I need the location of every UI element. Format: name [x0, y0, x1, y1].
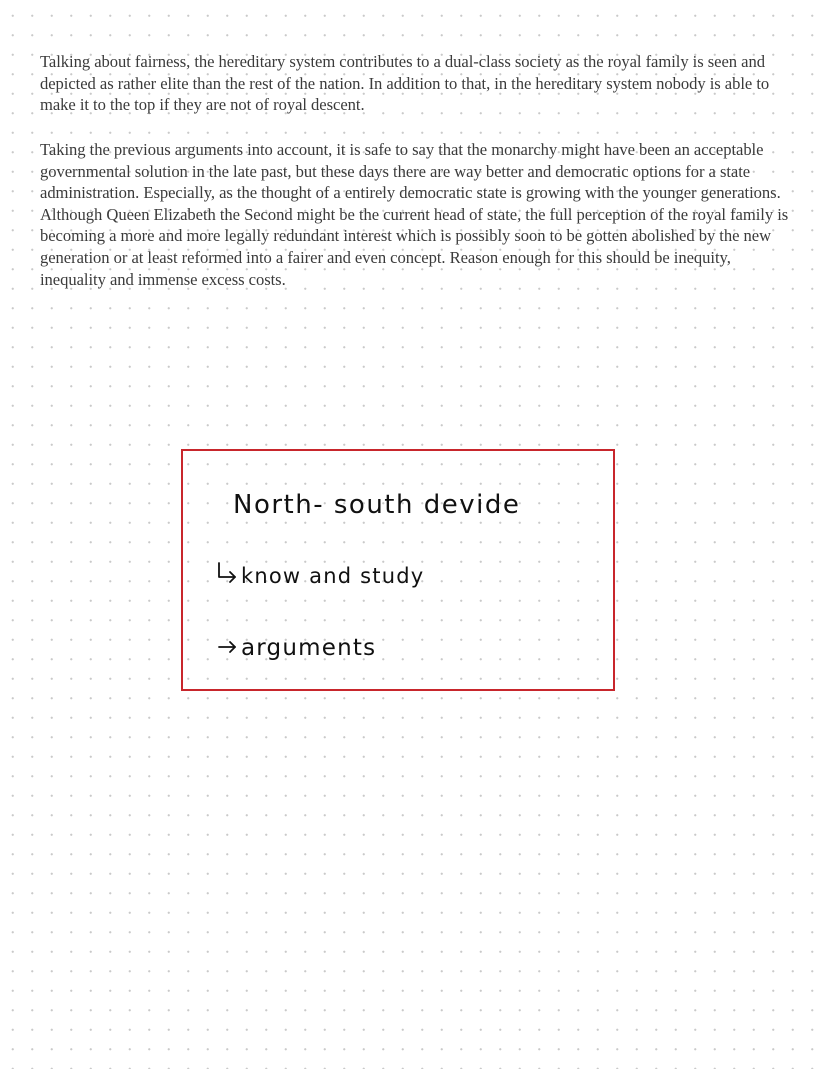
- note-line-arguments: arguments: [241, 635, 377, 661]
- hooked-arrow-icon: [219, 563, 235, 582]
- handwritten-note-canvas: [183, 451, 613, 689]
- right-arrow-icon: [219, 642, 235, 652]
- note-line-sub: know and study: [241, 564, 425, 588]
- note-line-heading: North- south devide: [233, 490, 521, 520]
- handwritten-note-box: [181, 449, 615, 691]
- paragraph-conclusion: Taking the previous arguments into account, it is safe to say that the monarchy might have been an acceptable governmental solution in the late past, but these days there are way better and democratic options for a state administration. Especially, as the thought of a entirely democratic state is growing with the younger generations. Although Queen Elizabeth the Second might be the current head of state, the full perception of the royal family is becoming a more and more legally redundant interest which is possibly soon to be gotten abolished by the new generation or at least reformed into a fairer and even concept. Reason enough for this should be inequity, inequality and immense excess costs.: [40, 140, 789, 289]
- paragraph-fairness: Talking about fairness, the hereditary system contributes to a dual-class society as the royal family is seen and depicted as rather elite than the rest of the nation. In addition to that, in the hereditary system nobody is able to make it to the top if they are not of royal descent.: [40, 52, 770, 115]
